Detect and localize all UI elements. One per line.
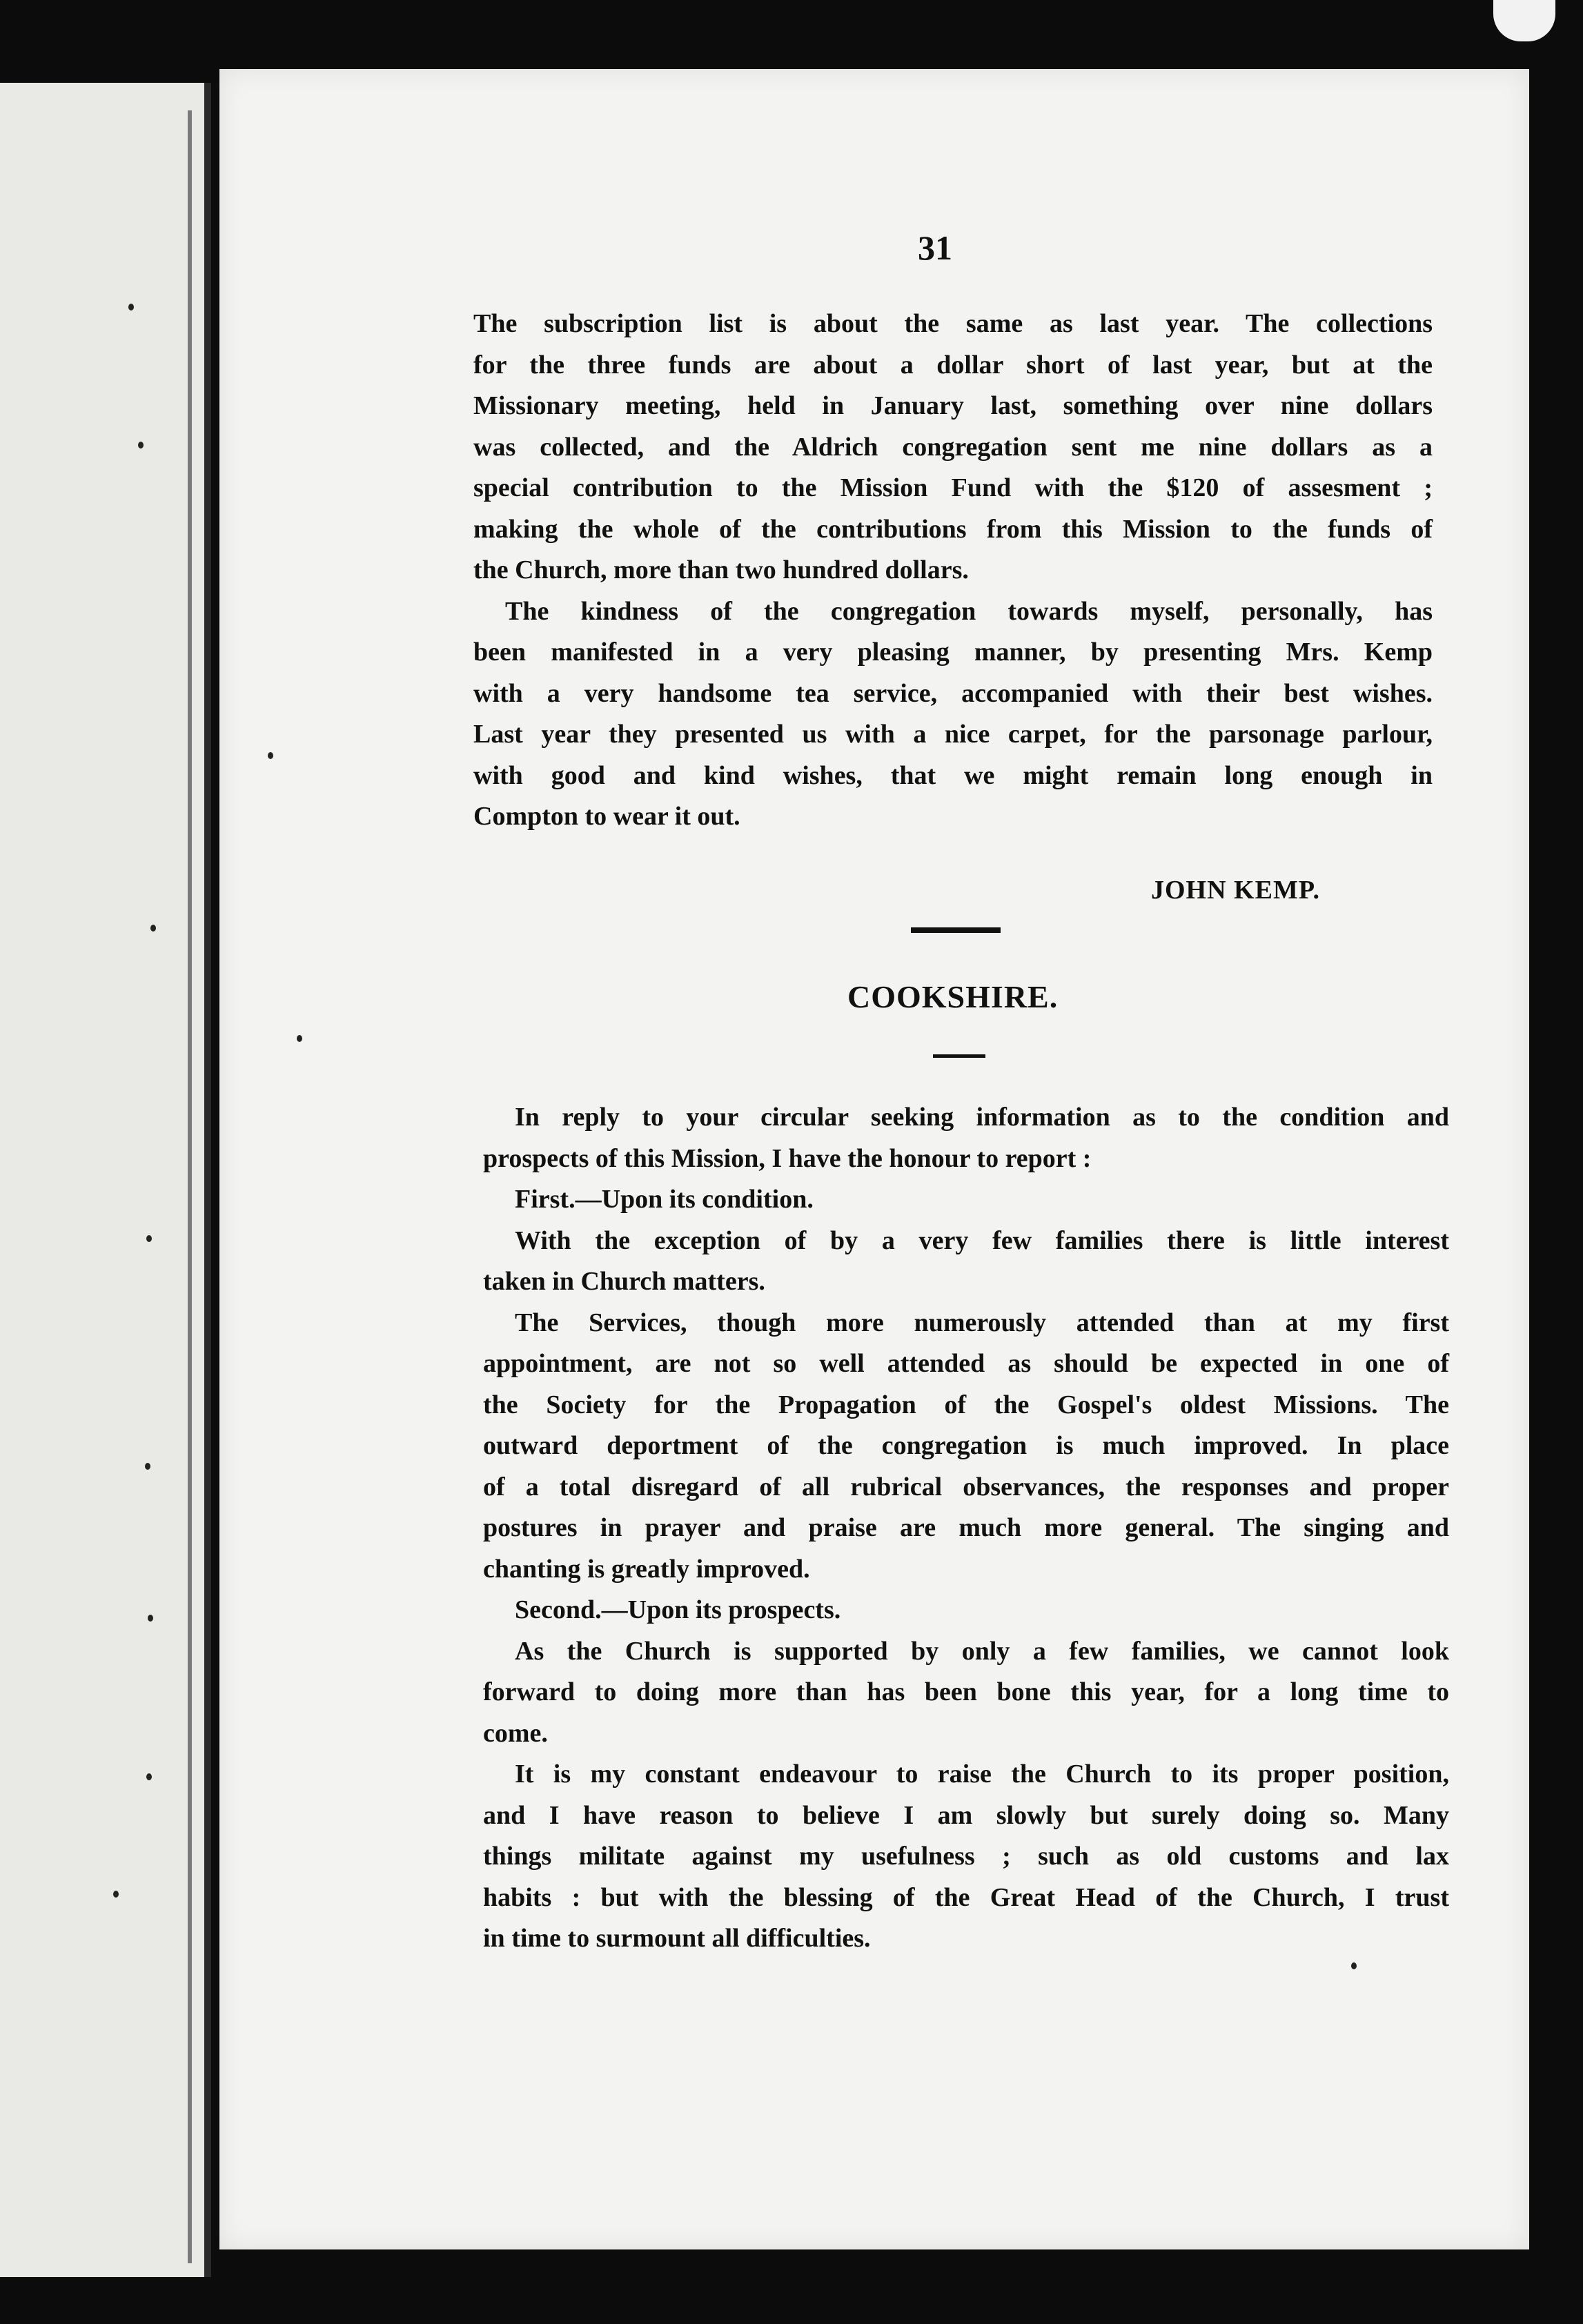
compton-report-text: [473, 304, 1433, 838]
text-line: making the whole of the contributions from this Mission to the funds of: [473, 514, 1433, 544]
text-line: In reply to your circular seeking information as to the condition and: [515, 1103, 1449, 1132]
heading-underline-rule: [933, 1054, 985, 1058]
text-line: As the Church is supported by only a few families, we cannot look: [515, 1636, 1449, 1666]
text-line: was collected, and the Aldrich congregation sent me nine dollars as a: [473, 432, 1433, 462]
text-line: With the exception of by a very few families there is little interest: [515, 1225, 1449, 1255]
text-line: The kindness of the congregation towards myself, personally, has: [505, 596, 1433, 626]
page-fold-line: [188, 110, 192, 2263]
scan-speck: [146, 1773, 152, 1780]
text-line: First.—Upon its condition.: [515, 1185, 814, 1214]
text-line: been manifested in a very pleasing manner, by presenting Mrs. Kemp: [473, 638, 1433, 667]
text-line: outward deportment of the congregation is much improved. In place: [483, 1431, 1449, 1460]
scan-speck: [268, 752, 273, 759]
text-line: with good and kind wishes, that we might remain long enough in: [473, 760, 1433, 790]
text-line: appointment, are not so well attended as should be expected in one of: [483, 1349, 1449, 1378]
text-line: prospects of this Mission, I have the honour to report :: [483, 1143, 1092, 1173]
scan-speck: [138, 442, 144, 449]
scan-speck: [1351, 1962, 1357, 1969]
page-number: 31: [918, 228, 952, 267]
text-line: Compton to wear it out.: [473, 802, 740, 831]
section-divider-rule: [911, 927, 1001, 933]
facing-page-edge: [0, 83, 211, 2277]
text-line: come.: [483, 1718, 548, 1748]
cookshire-report-text: [483, 1097, 1449, 1960]
paper-damage-mark: [1493, 0, 1555, 41]
section-heading-cookshire: COOKSHIRE.: [847, 979, 1059, 1014]
text-line: special contribution to the Mission Fund with the $120 of assesment ;: [473, 473, 1433, 502]
text-line: Missionary meeting, held in January last, something over nine dollars: [473, 391, 1433, 420]
text-line: with a very handsome tea service, accompanied with their best wishes.: [473, 678, 1433, 708]
text-line: The Services, though more numerously attended than at my first: [515, 1308, 1449, 1337]
text-line: things militate against my usefulness ; such as old customs and lax: [483, 1842, 1449, 1871]
scan-speck: [145, 1463, 150, 1470]
signature-john-kemp: JOHN KEMP.: [1151, 876, 1321, 905]
text-line: the Church, more than two hundred dollars.: [473, 555, 969, 584]
text-line: chanting is greatly improved.: [483, 1554, 810, 1584]
text-line: The subscription list is about the same as last year. The collections: [473, 309, 1433, 338]
text-line: habits : but with the blessing of the Great Head of the Church, I trust: [483, 1882, 1449, 1912]
text-line: postures in prayer and praise are much more general. The singing and: [483, 1513, 1449, 1542]
text-line: Second.—Upon its prospects.: [515, 1595, 841, 1624]
text-line: the Society for the Propagation of the Gospel's oldest Missions. The: [483, 1390, 1449, 1419]
text-line: in time to surmount all difficulties.: [483, 1924, 871, 1953]
text-line: forward to doing more than has been bone this year, for a long time to: [483, 1677, 1449, 1706]
text-line: Last year they presented us with a nice carpet, for the parsonage parlour,: [473, 720, 1433, 749]
text-line: and I have reason to believe I am slowly but surely doing so. Many: [483, 1800, 1449, 1830]
text-line: of a total disregard of all rubrical observances, the responses and proper: [483, 1472, 1449, 1501]
scan-speck: [113, 1891, 119, 1898]
scan-speck: [150, 925, 156, 932]
text-line: taken in Church matters.: [483, 1267, 765, 1296]
text-line: for the three funds are about a dollar short of last year, but at the: [473, 350, 1433, 380]
scan-speck: [146, 1235, 152, 1242]
scan-speck: [128, 304, 134, 311]
scan-speck: [148, 1615, 153, 1622]
text-line: It is my constant endeavour to raise the Church to its proper position,: [515, 1760, 1449, 1789]
scan-speck: [297, 1035, 302, 1042]
